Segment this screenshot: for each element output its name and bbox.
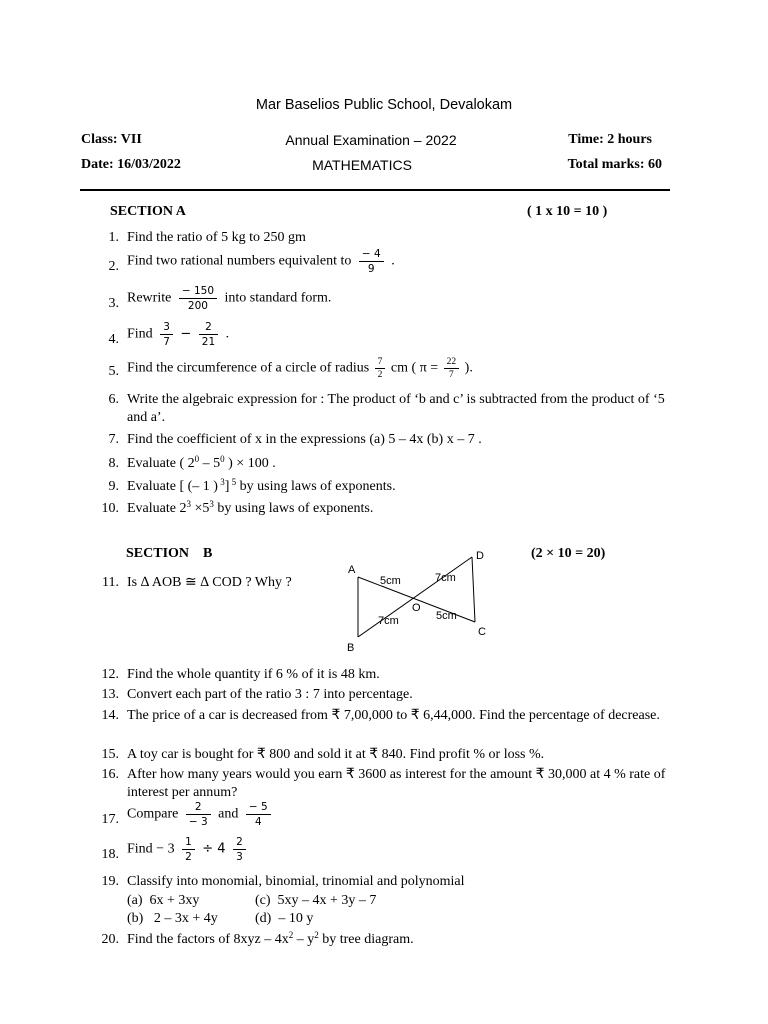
question-number: 12. bbox=[101, 667, 119, 682]
vertex-c-label: C bbox=[478, 626, 486, 638]
section-b-marks: (2 × 10 = 20) bbox=[531, 546, 606, 561]
section-b-title: SECTION B bbox=[126, 546, 213, 561]
exam-title: Annual Examination – 2022 bbox=[285, 132, 457, 148]
question-number: 19. bbox=[101, 874, 119, 889]
fraction: $\frac{3}{7}$ bbox=[160, 321, 173, 348]
option-d: (d) – 10 y bbox=[255, 911, 314, 926]
question-number: 8. bbox=[108, 456, 119, 471]
question-text: Is ∆ AOB ≅ ∆ COD ? Why ? bbox=[127, 575, 292, 590]
segment-ac bbox=[358, 577, 475, 622]
question-text: Classify into monomial, binomial, trinomial and polynomial bbox=[127, 874, 465, 889]
question-number: 18. bbox=[101, 847, 119, 862]
question-number: 10. bbox=[101, 501, 119, 516]
fraction: $\frac{7}{2}$ bbox=[375, 357, 386, 380]
question-text-end: . bbox=[225, 326, 230, 342]
question-number: 11. bbox=[102, 575, 119, 590]
question-number: 13. bbox=[101, 687, 119, 702]
question-text: Find two rational numbers equivalent to bbox=[127, 253, 352, 269]
question-text: Evaluate ( $2^0 - 5^0$ ) × 100 . bbox=[127, 454, 276, 471]
question-text: Evaluate $2^3 \times 5^3$ by using laws of exponents. bbox=[127, 499, 374, 516]
question-text: Find the circumference of a circle of radius bbox=[127, 360, 370, 376]
question-text-end: . bbox=[391, 253, 395, 269]
option-b: (b) 2 – 3x + 4y bbox=[127, 911, 218, 926]
length-ao-label: 5cm bbox=[380, 575, 401, 587]
question-text-end: into standard form. bbox=[224, 290, 332, 306]
fraction: $\frac{- 150}{200}$ bbox=[179, 285, 217, 312]
question-text: Convert each part of the ratio 3 : 7 into percentage. bbox=[127, 687, 413, 702]
question-number: 17. bbox=[101, 812, 119, 827]
total-marks-label: Total marks: 60 bbox=[567, 157, 662, 172]
vertex-o-label: O bbox=[412, 602, 421, 614]
fraction: $\frac{2}{3}$ bbox=[233, 836, 246, 863]
question-number: 4. bbox=[108, 332, 119, 347]
question-number: 9. bbox=[108, 479, 119, 494]
segment-bd bbox=[358, 557, 472, 637]
question-text-mid: and bbox=[218, 806, 239, 822]
time-label: Time: 2 hours bbox=[568, 132, 652, 147]
option-a: (a) 6x + 3xy bbox=[127, 893, 200, 908]
question-text: Evaluate [ (– 1 ) $^3$] $^5$ by using laws of exponents. bbox=[127, 477, 396, 494]
fraction: $\frac{1}{2}$ bbox=[182, 836, 195, 863]
question-text-mid: cm ( π = bbox=[390, 360, 439, 376]
question-text-end: ). bbox=[464, 360, 473, 376]
question-text: Find the ratio of 5 kg to 250 gm bbox=[127, 230, 306, 245]
length-oc-label: 5cm bbox=[436, 610, 457, 622]
section-a-title: SECTION A bbox=[110, 204, 186, 219]
fraction: $\frac{2}{- 3}$ bbox=[186, 801, 211, 828]
question-text: Find the coefficient of x in the expressions (a) 5 – 4x (b) x – 7 . bbox=[127, 432, 482, 447]
question-text: A toy car is bought for ₹ 800 and sold it at ₹ 840. Find profit % or loss %. bbox=[127, 747, 545, 762]
question-text: Find the factors of $8xyz - 4x^2 - y^2$ by tree diagram. bbox=[127, 930, 414, 947]
question-text: Write the algebraic expression for : The product of ‘b and c’ is subtracted from the product of ‘5 and a’. bbox=[127, 392, 665, 425]
side-dc bbox=[472, 557, 475, 622]
length-bo-label: 7cm bbox=[378, 615, 399, 627]
section-a-marks: ( 1 x 10 = 10 ) bbox=[527, 204, 608, 219]
question-text: Rewrite bbox=[127, 290, 172, 306]
question-text: Find the whole quantity if 6 % of it is 48 km. bbox=[127, 667, 380, 682]
triangle-diagram bbox=[340, 545, 500, 655]
operator: − bbox=[180, 326, 192, 342]
date-label: Date: 16/03/2022 bbox=[81, 157, 181, 172]
operator: ÷ 4 bbox=[202, 841, 226, 857]
question-number: 3. bbox=[108, 296, 119, 311]
question-number: 15. bbox=[101, 747, 119, 762]
question-text: After how many years would you earn ₹ 3600 as interest for the amount ₹ 30,000 at 4 % rate of interest per annum? bbox=[127, 767, 666, 800]
question-number: 2. bbox=[108, 259, 119, 274]
fraction: $\frac{- 5}{4}$ bbox=[246, 801, 271, 828]
question-number: 7. bbox=[108, 432, 119, 447]
vertex-a-label: A bbox=[348, 564, 356, 576]
question-number: 20. bbox=[101, 932, 119, 947]
vertex-b-label: B bbox=[347, 642, 355, 654]
question-number: 1. bbox=[108, 230, 119, 245]
subject-title: MATHEMATICS bbox=[312, 157, 412, 173]
question-number: 14. bbox=[101, 708, 119, 723]
length-od-label: 7cm bbox=[435, 572, 456, 584]
question-number: 16. bbox=[101, 767, 119, 782]
vertex-d-label: D bbox=[476, 550, 484, 562]
fraction: $\frac{22}{7}$ bbox=[444, 357, 460, 380]
class-label: Class: VII bbox=[81, 132, 142, 147]
question-number: 6. bbox=[108, 392, 119, 407]
option-c: (c) 5xy – 4x + 3y – 7 bbox=[255, 893, 377, 908]
question-number: 5. bbox=[108, 364, 119, 379]
header-divider bbox=[80, 189, 670, 191]
question-text: Compare bbox=[127, 806, 179, 822]
fraction: $\frac{2}{21}$ bbox=[199, 321, 218, 348]
school-name: Mar Baselios Public School, Devalokam bbox=[255, 97, 513, 113]
question-text: Find bbox=[127, 326, 153, 342]
fraction: $\frac{- 4}{9}$ bbox=[359, 248, 384, 275]
question-text: The price of a car is decreased from ₹ 7,00,000 to ₹ 6,44,000. Find the percentage of decrease. bbox=[127, 708, 660, 723]
question-text: Find − 3 bbox=[127, 841, 175, 857]
